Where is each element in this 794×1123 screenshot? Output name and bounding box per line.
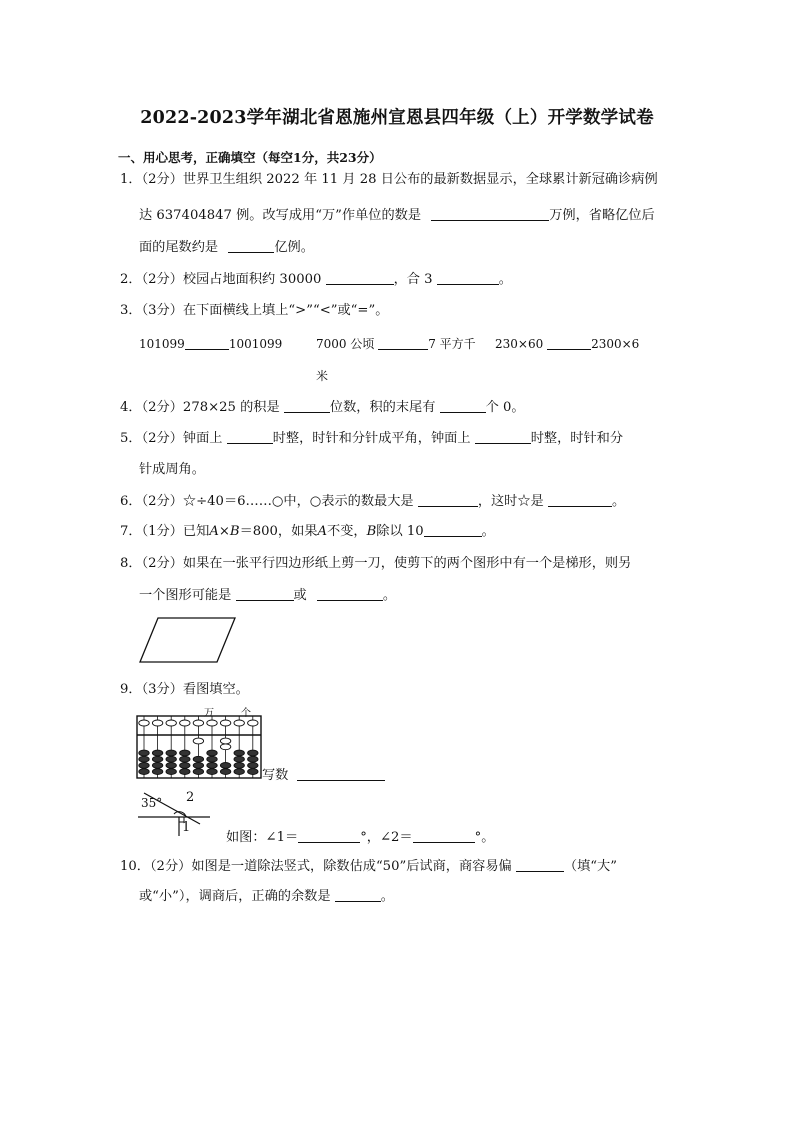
abacus-lower-bead	[248, 763, 258, 769]
abacus-lower-bead	[207, 756, 217, 762]
abacus-upper-bead	[152, 720, 162, 726]
q10-text-c: 或“小”），调商后，正确的余数是	[139, 889, 331, 904]
abacus-upper-bead	[234, 720, 244, 726]
angle-text-b: °，∠2＝	[360, 830, 413, 845]
page-title: 2022-2023学年湖北省恩施州宣恩县四年级（上）开学数学试卷	[140, 108, 654, 128]
q2-line	[120, 270, 512, 290]
angle-35-label: 35°	[141, 796, 163, 810]
abacus-upper-bead	[193, 720, 203, 726]
q8-text-c: 。	[382, 588, 397, 603]
angle-figure	[134, 786, 216, 838]
q1-line3	[139, 238, 314, 258]
abacus-lower-bead	[139, 756, 149, 762]
abacus-lower-bead	[234, 756, 244, 762]
q3-c3-left: 230×60	[495, 337, 544, 351]
q7-var-ab: A×B	[209, 524, 240, 539]
angle-text-a: 如图：∠1＝	[226, 830, 299, 845]
q4-blank-2[interactable]	[440, 398, 486, 413]
abacus-label-ge: 个	[241, 708, 251, 719]
abacus-upper-bead	[207, 720, 217, 726]
abacus-lower-bead	[220, 769, 230, 775]
q6-text-a: 6．（2分）☆÷40＝6……○中，○表示的数最大是	[120, 494, 414, 509]
q7-var-a: A	[317, 524, 328, 539]
abacus-lower-bead	[207, 763, 217, 769]
q1-line2	[139, 206, 655, 226]
q4-text-b: 位数，积的末尾有	[329, 400, 436, 415]
abacus-lower-bead	[152, 756, 162, 762]
q10-text-a: 10．（2分）如图是一道除法竖式，除数估成“50”后试商，商容易偏	[120, 859, 512, 874]
q9-write-line	[262, 766, 385, 786]
q5-blank-2[interactable]	[475, 429, 531, 444]
q3-stem: 3．（3分）在下面横线上填上“>”“<”或“=”。	[120, 303, 389, 318]
q10-line1	[120, 857, 617, 877]
q8-blank-1[interactable]	[236, 586, 294, 601]
abacus-upper-bead	[248, 720, 258, 726]
q8-line1: 8．（2分）如果在一张平行四边形纸上剪一刀，使剪下的两个图形中有一个是梯形，则另	[120, 556, 632, 571]
abacus-lower-bead	[166, 750, 176, 756]
q9-angle-line	[226, 828, 494, 848]
abacus-lower-bead	[248, 750, 258, 756]
abacus-lower-bead	[166, 763, 176, 769]
abacus-lower-bead	[234, 763, 244, 769]
q3-c2-left: 7000 公顷	[316, 337, 375, 351]
q10-blank-2[interactable]	[335, 887, 381, 902]
section-heading: 一、用心思考，正确填空（每空1分，共23分）	[118, 150, 382, 165]
abacus-upper-bead	[139, 720, 149, 726]
q4-text-c: 个 0。	[485, 400, 525, 415]
abacus-lower-bead	[193, 769, 203, 775]
q1-text-c: 面的尾数约是	[139, 240, 219, 255]
q5-line1	[120, 429, 623, 449]
q3-compare-2	[316, 334, 476, 354]
q2-blank-2[interactable]	[437, 270, 499, 285]
q10-text-b: （填“大”	[563, 859, 617, 874]
write-number-label: 写数	[262, 768, 289, 783]
abacus-lower-bead	[248, 756, 258, 762]
q6-text-c: 。	[611, 494, 626, 509]
q3-compare-1	[139, 334, 282, 354]
abacus-lower-bead	[166, 756, 176, 762]
q3-compare-3	[495, 334, 639, 354]
abacus-lower-bead	[234, 769, 244, 775]
q1-text-b: 万例，省略亿位后	[549, 208, 655, 223]
q10-blank-1[interactable]	[516, 857, 564, 872]
q1-blank-1[interactable]	[431, 206, 549, 221]
abacus-lower-bead	[220, 738, 230, 744]
q7-text-c: 不变，	[327, 524, 367, 539]
abacus-lower-bead	[180, 763, 190, 769]
q4-text-a: 4．（2分）278×25 的积是	[120, 400, 280, 415]
q1-line1: 1．（2分）世界卫生组织 2022 年 11 月 28 日公布的最新数据显示，全球累计新冠确诊病例	[120, 172, 658, 187]
abacus-lower-bead	[193, 756, 203, 762]
q3-blank-3[interactable]	[547, 335, 591, 350]
abacus-lower-bead	[139, 763, 149, 769]
abacus-upper-bead	[166, 720, 176, 726]
abacus-lower-bead	[152, 750, 162, 756]
q9-write-blank[interactable]	[297, 766, 385, 781]
q10-text-d: 。	[380, 889, 394, 904]
q6-blank-1[interactable]	[418, 492, 478, 507]
abacus-lower-bead	[220, 763, 230, 769]
abacus-upper-bead	[180, 720, 190, 726]
abacus-lower-bead	[166, 769, 176, 775]
q6-text-b: ，这时☆是	[477, 494, 544, 509]
q3-c3-right: 2300×6	[591, 337, 640, 351]
abacus-figure	[136, 715, 262, 779]
q7-text-a: 7．（1分）已知	[120, 524, 210, 539]
abacus-lower-bead	[180, 769, 190, 775]
angle-2-label: 2	[186, 790, 195, 805]
abacus-lower-bead	[193, 763, 203, 769]
q7-text-b: ＝800，如果	[239, 524, 318, 539]
abacus-lower-bead	[152, 763, 162, 769]
q2-blank-1[interactable]	[326, 270, 394, 285]
q9-stem: 9．（3分）看图填空。	[120, 682, 249, 697]
q4-blank-1[interactable]	[284, 398, 330, 413]
abacus-lower-bead	[207, 769, 217, 775]
q7-line	[120, 522, 495, 542]
q8-line2	[139, 586, 396, 606]
q3-c2-unit: 米	[316, 369, 329, 383]
q8-blank-2[interactable]	[317, 586, 383, 601]
q2-text-c: 。	[498, 272, 512, 287]
abacus-lower-bead	[207, 750, 217, 756]
q1-text-d: 亿例。	[274, 240, 314, 255]
abacus-lower-bead	[248, 769, 258, 775]
q7-blank[interactable]	[424, 522, 482, 537]
q2-text-b: ，合 3	[393, 272, 433, 287]
q1-blank-2[interactable]	[228, 238, 274, 253]
q3-blank-1[interactable]	[185, 335, 229, 350]
abacus-lower-bead	[180, 750, 190, 756]
abacus-lower-bead	[152, 769, 162, 775]
q8-text-b: 或	[293, 588, 307, 603]
abacus-lower-bead	[193, 738, 203, 744]
angle-text-c: °。	[474, 830, 495, 845]
abacus-lower-bead	[139, 750, 149, 756]
q6-blank-2[interactable]	[548, 492, 612, 507]
q7-text-e: 。	[481, 524, 495, 539]
q2-text-a: 2．（2分）校园占地面积约 30000	[120, 272, 322, 287]
q4-line	[120, 398, 525, 418]
angle1-blank[interactable]	[298, 828, 360, 843]
abacus-lower-bead	[234, 750, 244, 756]
q7-text-d: 除以 10	[376, 524, 424, 539]
q8-text-a: 一个图形可能是	[139, 588, 232, 603]
abacus-label-wan: 万	[204, 708, 214, 719]
abacus-lower-bead	[139, 769, 149, 775]
abacus-lower-bead	[180, 756, 190, 762]
angle-1-label: 1	[182, 820, 191, 835]
q5-text-a: 5．（2分）钟面上	[120, 431, 223, 446]
q3-c1-left: 101099	[139, 337, 185, 351]
abacus-lower-bead	[220, 744, 230, 750]
q3-c2-right: 7 平方千	[428, 337, 476, 351]
q6-line	[120, 492, 625, 512]
q3-c1-right: 1001099	[228, 337, 283, 351]
q7-var-b: B	[366, 524, 377, 539]
q1-text-a: 达 637404847 例。改写成用“万”作单位的数是	[139, 208, 422, 223]
q10-line2	[139, 887, 394, 907]
q5-text-b: 时整，时针和分针成平角，钟面上	[272, 431, 471, 446]
q3-blank-2[interactable]	[378, 335, 428, 350]
q5-line2: 针成周角。	[139, 462, 205, 477]
q5-text-c: 时整，时针和分	[530, 431, 624, 446]
parallelogram-figure	[138, 615, 238, 665]
q5-blank-1[interactable]	[227, 429, 273, 444]
abacus-upper-bead	[220, 720, 230, 726]
angle2-blank[interactable]	[413, 828, 475, 843]
